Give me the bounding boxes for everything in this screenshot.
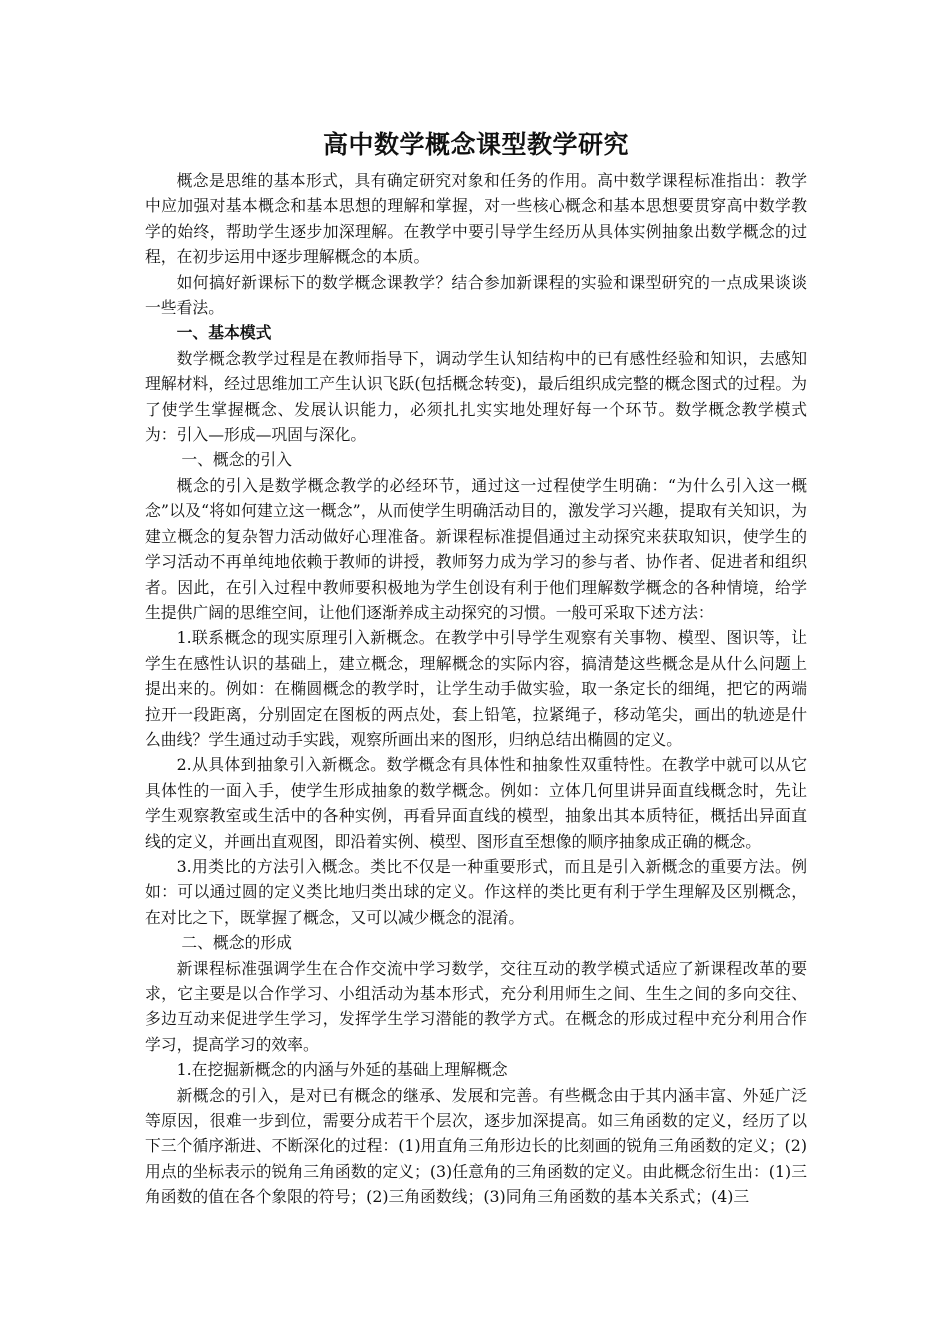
paragraph: 数学概念教学过程是在教师指导下，调动学生认知结构中的已有感性经验和知识，去感知理解材料，经过思维加工产生认识飞跃(包括概念转变)，最后组织成完整的概念图式的过程。为了使学生掌握概念、发展认识能力，必须扎扎实实地处理好每一个环节。数学概念教学模式为：引入—形成—巩固与深化。 [145, 348, 807, 445]
section-heading: 二、概念的形成 [181, 933, 292, 953]
paragraph: 2.从具体到抽象引入新概念。数学概念有具体性和抽象性双重特性。在教学中就可以从它具体性的一面入手，使学生形成抽象的数学概念。例如：立体几何里讲异面直线概念时，先让学生观察教室或生活中的各种实例，再看异面直线的模型，抽象出其本质特征，概括出异面直线的定义，并画出直观图，即沿着实例、模型、图形直至想像的顺序抽象成正确的概念。 [145, 755, 807, 851]
section-heading: 一、概念的引入 [181, 450, 292, 470]
paragraph: 概念是思维的基本形式，具有确定研究对象和任务的作用。高中数学课程标准指出：教学中应加强对基本概念和基本思想的理解和掌握，对一些核心概念和基本思想要贯穿高中数学教学的始终，帮助学生逐步加深理解。在教学中要引导学生经历从具体实例抽象出数学概念的过程，在初步运用中逐步理解概念的本质。 [145, 171, 807, 267]
paragraph: 1.在挖掘新概念的内涵与外延的基础上理解概念 [176, 1060, 508, 1080]
paragraph: 1.联系概念的现实原理引入新概念。在教学中引导学生观察有关事物、模型、图识等，让学生在感性认识的基础上，建立概念，理解概念的实际内容，搞清楚这些概念是从什么问题上提出来的。例如：在椭圆概念的教学时，让学生动手做实验，取一条定长的细绳，把它的两端拉开一段距离，分别固定在图板的两点处，套上铅笔，拉紧绳子，移动笔尖，画出的轨迹是什么曲线？学生通过动手实践，观察所画出来的图形，归纳总结出椭圆的定义。 [145, 628, 807, 749]
document-title: 高中数学概念课型教学研究 [322, 130, 629, 159]
paragraph: 新概念的引入，是对已有概念的继承、发展和完善。有些概念由于其内涵丰富、外延广泛等原因，很难一步到位，需要分成若干个层次，逐步加深提高。如三角函数的定义，经历了以下三个循序渐进、不断深化的过程：(1)用直角三角形边长的比刻画的锐角三角函数的定义；(2)用点的坐标表示的锐角三角函数的定义；(3)任意角的三角函数的定义。由此概念衍生出：(1)三角函数的值在各个象限的符号；(2)三角函数线；(3)同角三角函数的基本关系式；(4)三 [145, 1085, 807, 1207]
paragraph: 概念的引入是数学概念教学的必经环节，通过这一过程使学生明确：“为什么引入这一概念”以及“将如何建立这一概念”，从而使学生明确活动目的，激发学习兴趣，提取有关知识，为建立概念的复杂智力活动做好心理准备。新课程标准提倡通过主动探究来获取知识，使学生的学习活动不再单纯地依赖于教师的讲授，教师努力成为学习的参与者、协作者、促进者和组织者。因此，在引入过程中教师要积极地为学生创设有利于他们理解数学概念的各种情境，给学生提供广阔的思维空间，让他们逐渐养成主动探究的习惯。一般可采取下述方法： [145, 475, 807, 622]
paragraph: 新课程标准强调学生在合作交流中学习数学，交往互动的教学模式适应了新课程改革的要求，它主要是以合作学习、小组活动为基本形式，充分利用师生之间、生生之间的多向交往、多边互动来促进学生学习，发挥学生学习潜能的教学方式。在概念的形成过程中充分利用合作学习，提高学习的效率。 [145, 958, 807, 1054]
paragraph: 如何搞好新课标下的数学概念课教学？结合参加新课程的实验和课型研究的一点成果谈谈一些看法。 [145, 272, 807, 318]
paragraph: 3.用类比的方法引入概念。类比不仅是一种重要形式，而且是引入新概念的重要方法。例如：可以通过圆的定义类比地归类出球的定义。作这样的类比更有利于学生理解及区别概念，在对比之下，既掌握了概念，又可以减少概念的混淆。 [145, 856, 807, 927]
section-heading: 一、基本模式 [176, 323, 272, 343]
document-body [145, 168, 807, 1210]
document-page [145, 128, 807, 1210]
